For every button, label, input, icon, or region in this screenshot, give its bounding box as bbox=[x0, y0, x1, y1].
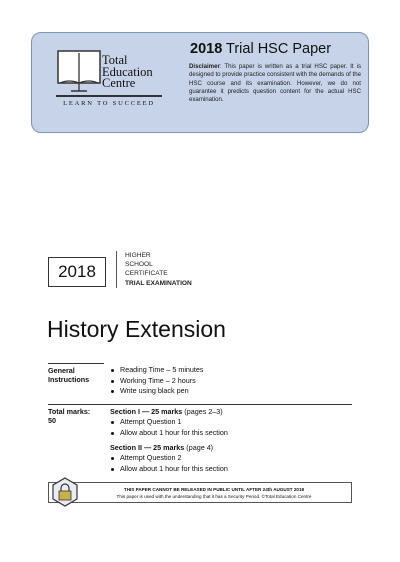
footer-security-notice: This paper is used with the understanding that it has a Security Period. ©Total Education Centre bbox=[116, 494, 312, 499]
trial-examination-label: TRIAL EXAMINATION bbox=[125, 279, 192, 287]
disclaimer-text: : This paper is written as a trial HSC paper. It is designed to provide practice consistent with the demands of the HSC course and its examination. However, we do not guarantee it predicts question content for the actual HSC examination. bbox=[189, 63, 361, 104]
footer-text bbox=[79, 486, 349, 500]
paper-title bbox=[190, 41, 362, 57]
section-1-heading: Section I — 25 marks (pages 2–3) bbox=[110, 407, 223, 416]
list-item: Attempt Question 1 bbox=[110, 417, 228, 428]
list-item: Allow about 1 hour for this section bbox=[110, 464, 228, 475]
paper-year: 2018 bbox=[190, 41, 223, 57]
total-marks-value: 50 bbox=[48, 416, 56, 426]
exam-year-box: 2018 bbox=[48, 257, 106, 287]
certificate-divider bbox=[116, 251, 117, 288]
general-instructions-list bbox=[110, 365, 204, 397]
list-item: Write using black pen bbox=[110, 386, 204, 397]
list-item: Allow about 1 hour for this section bbox=[110, 428, 228, 439]
general-instructions-label: General Instructions bbox=[48, 366, 90, 385]
header-box bbox=[31, 32, 369, 133]
list-item: Reading Time – 5 minutes bbox=[110, 365, 204, 376]
open-book-icon bbox=[56, 49, 102, 93]
footer-release-notice: THIS PAPER CANNOT BE RELEASED IN PUBLIC UNTIL AFTER 24th AUGUST 2018 bbox=[123, 487, 305, 492]
logo-tagline: LEARN TO SUCCEED bbox=[63, 100, 155, 107]
logo-rule bbox=[56, 95, 162, 97]
certificate-lines: HIGHER SCHOOL CERTIFICATE TRIAL EXAMINATION bbox=[125, 252, 192, 287]
section-2 bbox=[110, 443, 228, 474]
list-item: Working Time – 2 hours bbox=[110, 376, 204, 387]
paper-title-text: Trial HSC Paper bbox=[222, 41, 332, 57]
section-1 bbox=[110, 407, 228, 438]
disclaimer-label: Disclaimer bbox=[189, 63, 220, 70]
subject-title: History Extension bbox=[47, 316, 226, 342]
total-marks-label: Total marks: 50 bbox=[48, 407, 91, 426]
section-2-heading: Section II — 25 marks (page 4) bbox=[110, 443, 214, 452]
disclaimer bbox=[189, 63, 361, 104]
instructions-rule bbox=[48, 363, 104, 364]
tec-logo bbox=[54, 47, 174, 122]
security-footer bbox=[48, 482, 352, 503]
security-lock-icon bbox=[51, 477, 79, 507]
marks-rule bbox=[48, 404, 352, 405]
logo-wordmark: Total Education Centre bbox=[102, 53, 153, 90]
list-item: Attempt Question 2 bbox=[110, 453, 228, 464]
